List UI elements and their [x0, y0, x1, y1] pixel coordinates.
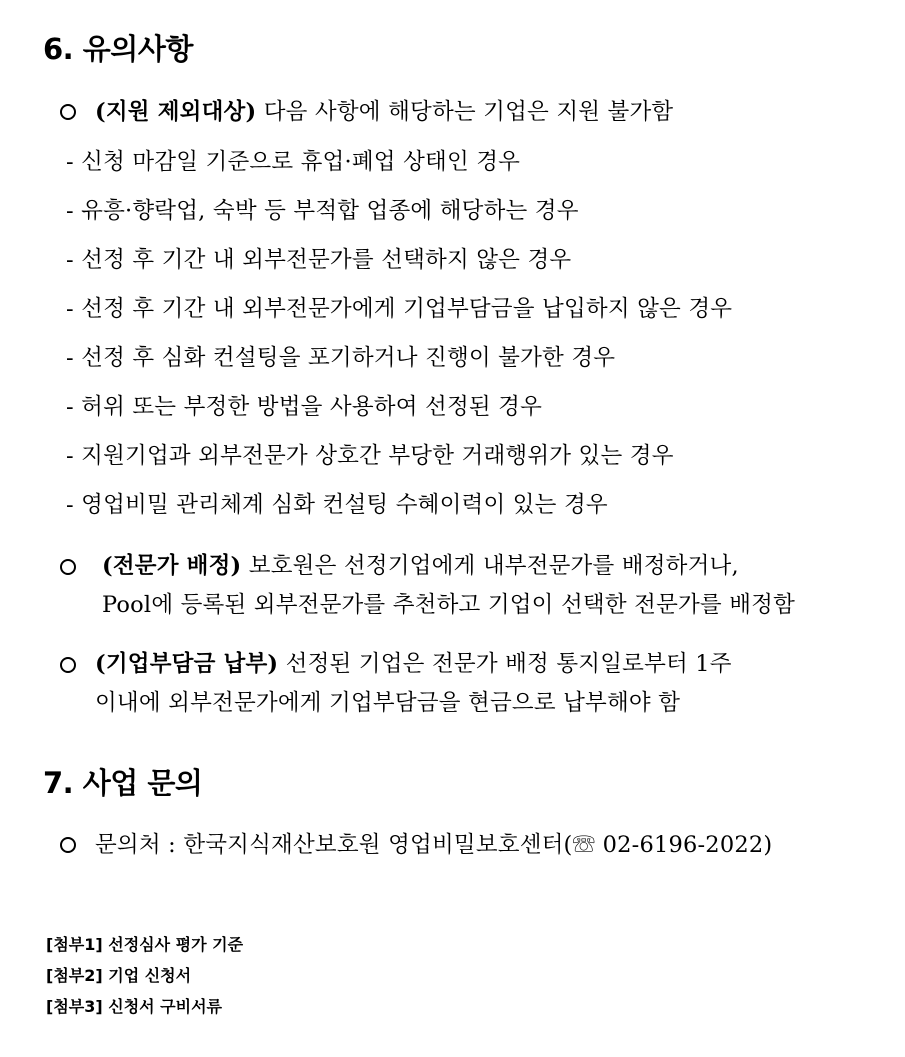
payment-text: 선정된 기업은 전문가 배정 통지일로부터 1주	[285, 651, 732, 677]
exclusion-item: - 선정 후 심화 컨설팅을 포기하거나 진행이 불가한 경우	[66, 345, 616, 371]
expert-line-1	[102, 551, 739, 581]
contact-line	[95, 830, 772, 860]
exclusion-item: - 선정 후 기간 내 외부전문가를 선택하지 않은 경우	[66, 247, 572, 273]
section-7-title: 7. 사업 문의	[43, 766, 203, 800]
expert-line-2: Pool에 등록된 외부전문가를 추천하고 기업이 선택한 전문가를 배정함	[102, 592, 796, 618]
exclusion-item: - 신청 마감일 기준으로 휴업·폐업 상태인 경우	[66, 149, 521, 175]
exclusion-paragraph	[95, 97, 673, 127]
section-6-title: 6. 유의사항	[43, 32, 193, 66]
payment-label: (기업부담금 납부)	[95, 651, 279, 677]
attachment-item: [첨부1] 선정심사 평가 기준	[46, 935, 244, 954]
circle-bullet-icon	[60, 104, 76, 120]
exclusion-item: - 허위 또는 부정한 방법을 사용하여 선정된 경우	[66, 394, 543, 420]
expert-label: (전문가 배정)	[102, 553, 242, 579]
contact-phone: 02-6196-2022)	[602, 832, 773, 858]
attachment-item: [첨부3] 신청서 구비서류	[46, 997, 223, 1016]
exclusion-item: - 선정 후 기간 내 외부전문가에게 기업부담금을 납입하지 않은 경우	[66, 296, 733, 322]
contact-org: 한국지식재산보호원 영업비밀보호센터(	[183, 832, 573, 858]
payment-line-1	[95, 649, 732, 679]
exclusion-item: - 지원기업과 외부전문가 상호간 부당한 거래행위가 있는 경우	[66, 443, 674, 469]
circle-bullet-icon	[60, 657, 76, 673]
exclusion-item: - 영업비밀 관리체계 심화 컨설팅 수혜이력이 있는 경우	[66, 492, 608, 518]
circle-bullet-icon	[60, 837, 76, 853]
payment-line-2: 이내에 외부전문가에게 기업부담금을 현금으로 납부해야 함	[95, 690, 681, 716]
contact-label: 문의처 :	[95, 832, 176, 858]
phone-icon: ☏	[572, 832, 596, 858]
exclusion-label: (지원 제외대상)	[95, 99, 257, 125]
exclusion-item: - 유흥·향락업, 숙박 등 부적합 업종에 해당하는 경우	[66, 198, 579, 224]
attachment-item: [첨부2] 기업 신청서	[46, 966, 192, 985]
expert-text: 보호원은 선정기업에게 내부전문가를 배정하거나,	[248, 553, 739, 579]
exclusion-text: 다음 사항에 해당하는 기업은 지원 불가함	[263, 99, 674, 125]
circle-bullet-icon	[60, 559, 76, 575]
